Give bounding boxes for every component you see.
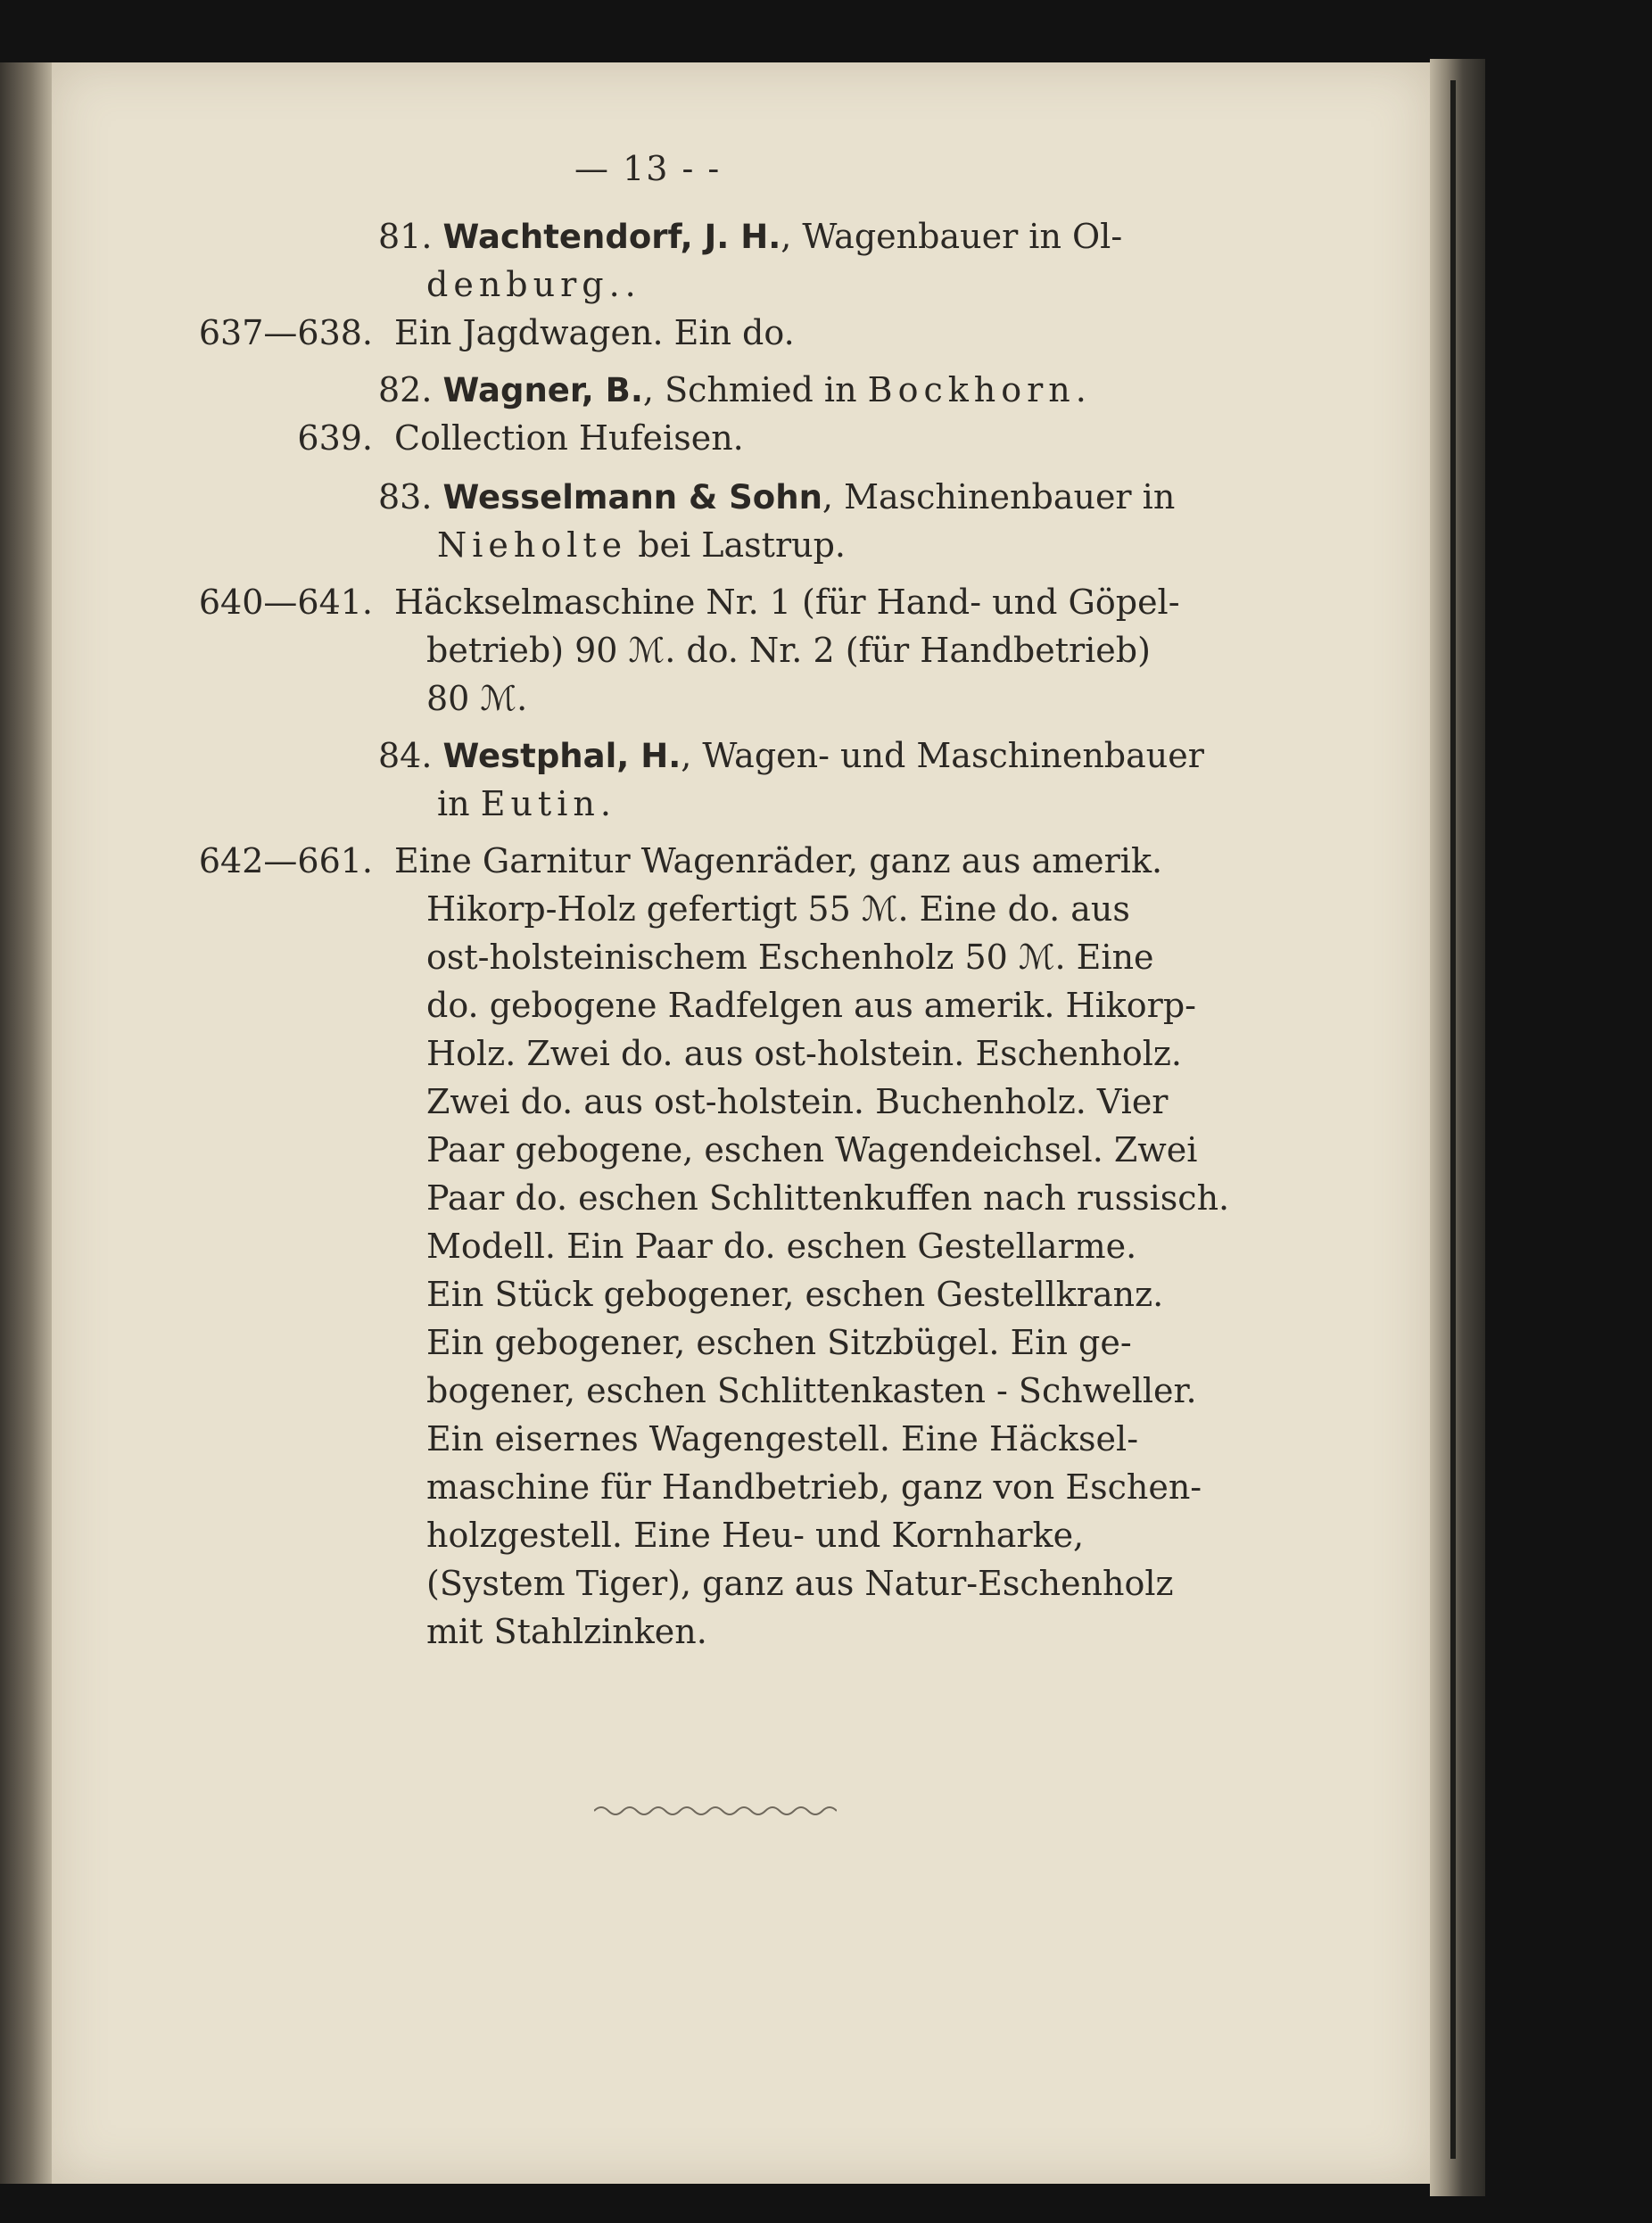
- item-text: maschine für Handbetrieb, ganz von Eschen-: [426, 1467, 1202, 1507]
- spine-binding: [1450, 80, 1456, 2159]
- page-number: — 13 - -: [574, 149, 722, 188]
- item-number: 637—638.: [198, 313, 373, 352]
- item-text: Ein Jagdwagen. Ein do.: [394, 313, 795, 352]
- item-text: Holz. Zwei do. aus ost-holstein. Eschenholz.: [426, 1034, 1183, 1073]
- item-text: Ein gebogener, eschen Sitzbügel. Ein ge-: [426, 1323, 1132, 1362]
- exhibitor-name: Wesselmann & Sohn: [442, 478, 822, 516]
- item-text: Zwei do. aus ost-holstein. Buchenholz. Vier: [426, 1082, 1169, 1121]
- item-text: Ein eisernes Wagengestell. Eine Häcksel-: [426, 1419, 1139, 1459]
- item-text: holzgestell. Eine Heu- und Kornharke,: [426, 1516, 1085, 1555]
- entry-83-heading: 83. Wesselmann & Sohn, Maschinenbauer in: [378, 477, 1176, 516]
- entry-84-place: in Eutin.: [437, 784, 616, 823]
- page-text: [52, 62, 1430, 2184]
- item-text: Hikorp-Holz gefertigt 55 ℳ. Eine do. aus: [426, 889, 1130, 929]
- entry-84-heading: 84. Westphal, H., Wagen- und Maschinenbauer: [378, 736, 1204, 775]
- entry-81-place: denburg..: [426, 265, 641, 304]
- item-text: Eine Garnitur Wagenräder, ganz aus amerik.: [394, 841, 1163, 880]
- item-text: Paar do. eschen Schlittenkuffen nach russisch.: [426, 1178, 1230, 1218]
- item-number: 639.: [297, 418, 373, 458]
- book-page: [52, 62, 1430, 2184]
- item-text: mit Stahlzinken.: [426, 1612, 707, 1651]
- item-text: bogener, eschen Schlittenkasten - Schweller.: [426, 1371, 1197, 1410]
- item-text: Collection Hufeisen.: [394, 418, 744, 458]
- item-text: (System Tiger), ganz aus Natur-Eschenholz: [426, 1564, 1174, 1603]
- item-text: Modell. Ein Paar do. eschen Gestellarme.: [426, 1227, 1137, 1266]
- item-text: 80 ℳ.: [426, 679, 528, 718]
- exhibitor-name: Wagner, B.: [442, 371, 643, 409]
- previous-page-edge: [0, 62, 52, 2184]
- exhibitor-name: Wachtendorf, J. H.: [442, 218, 781, 256]
- exhibitor-name: Westphal, H.: [442, 737, 681, 775]
- item-number: 640—641.: [198, 583, 373, 622]
- item-text: do. gebogene Radfelgen aus amerik. Hikorp-: [426, 986, 1197, 1025]
- entry-83-place: Nieholte bei Lastrup.: [437, 525, 846, 565]
- item-text: Paar gebogene, eschen Wagendeichsel. Zwei: [426, 1130, 1198, 1169]
- item-text: betrieb) 90 ℳ. do. Nr. 2 (für Handbetrieb): [426, 631, 1151, 670]
- entry-81-heading: 81. Wachtendorf, J. H., Wagenbauer in Ol-: [378, 217, 1123, 256]
- end-ornament: [594, 1802, 837, 1820]
- item-text: ost-holsteinischem Eschenholz 50 ℳ. Eine: [426, 938, 1154, 977]
- book-spine: [1430, 59, 1485, 2196]
- item-text: Ein Stück gebogener, eschen Gestellkranz.: [426, 1275, 1164, 1314]
- item-number: 642—661.: [198, 841, 373, 880]
- entry-82-heading: 82. Wagner, B., Schmied in Bockhorn.: [378, 370, 1092, 409]
- item-text: Häckselmaschine Nr. 1 (für Hand- und Göpel-: [394, 583, 1180, 622]
